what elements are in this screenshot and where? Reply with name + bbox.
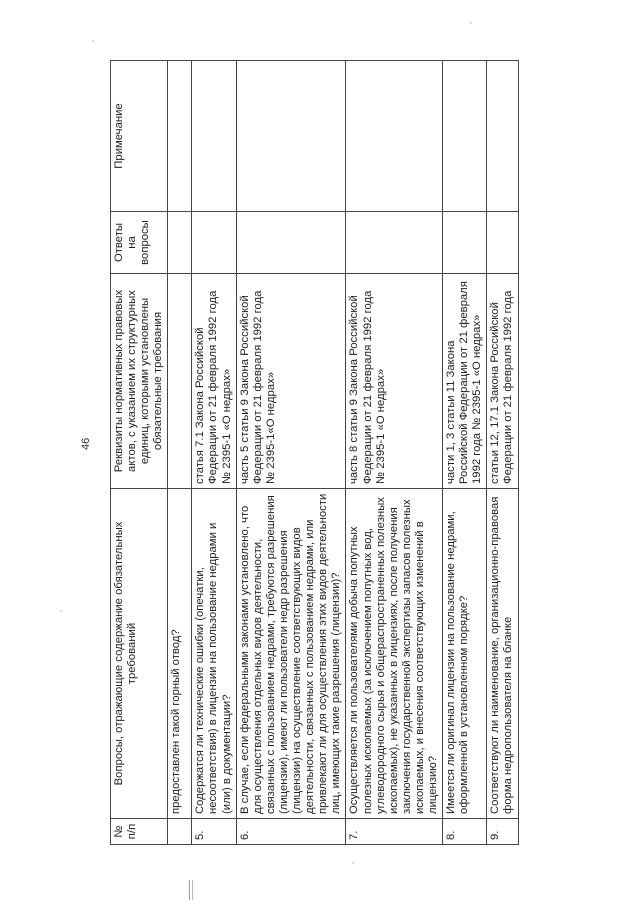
row-question: Имеется ли оригинал лицензии на пользование недрами, оформленной в установленном порядке? — [443, 489, 487, 819]
requirements-table — [110, 60, 519, 845]
row-requisites: статья 7.1 Закона Российской Федерации от 21 февраля 1992 года № 2395-1 «О недрах» — [192, 274, 236, 489]
row-answer — [487, 212, 518, 274]
scan-speck — [60, 610, 62, 612]
table-row — [487, 61, 518, 845]
row-requisites: часть 5 статьи 9 Закона Российской Федерации от 21 февраля 1992 года № 2395-1«О недрах» — [236, 274, 346, 489]
row-requisites: часть 8 статьи 9 Закона Российской Федерации от 21 февраля 1992 года № 2395-1 «О недрах» — [346, 274, 443, 489]
row-note — [346, 61, 443, 212]
table-row — [168, 61, 192, 845]
header-note: Примечание — [111, 61, 168, 212]
row-number: 7. — [346, 819, 443, 845]
table-header-row — [111, 61, 168, 845]
header-question: Вопросы, отражающие содержание обязательных требований — [111, 489, 168, 819]
binder-mark — [189, 880, 193, 900]
row-question: предоставлен такой горный отвод? — [168, 489, 192, 819]
header-answers: Ответы на вопросы — [111, 212, 168, 274]
table-row — [443, 61, 487, 845]
row-note — [192, 61, 236, 212]
row-note — [487, 61, 518, 212]
row-note — [236, 61, 346, 212]
row-question: В случае, если федеральными законами установлено, что для осуществления отдельных видов деятельности, связанных с пользованием недрами, требуются разрешения (лицензии), имеют ли пользователи недр разрешения (лицензии) на осуществление соответствующих видов деятельности, связанных с пользованием недрами, или привлекают ли для осуществления этих видов деятельности лиц, имеющих такие разрешения (лицензии)? — [236, 489, 346, 819]
row-requisites — [168, 274, 192, 489]
row-answer — [168, 212, 192, 274]
row-number — [168, 819, 192, 845]
row-answer — [236, 212, 346, 274]
table-row — [192, 61, 236, 845]
scan-speck — [470, 22, 472, 24]
row-requisites: статьи 12, 17.1 Закона Российской Федерации от 21 февраля 1992 года — [487, 274, 518, 489]
row-number: 8. — [443, 819, 487, 845]
row-question: Осуществляется ли пользователями добыча попутных полезных ископаемых (за исключением попутных вод, углеводородного сырья и общераспространенных полезных ископаемых), не указанных в лицензиях, после получения заключения государственной экспертизы запасов полезных ископаемых, и внесения соответствующих изменений в лицензию? — [346, 489, 443, 819]
row-requisites: части 1, 3 статьи 11 Закона Российской Федерации от 21 февраля 1992 года № 2395-1 «О недрах» — [443, 274, 487, 489]
table-row — [346, 61, 443, 845]
row-number: 5. — [192, 819, 236, 845]
row-number: 9. — [487, 819, 518, 845]
page-number: 46 — [80, 437, 92, 450]
row-question: Содержатся ли технические ошибки (опечатки, несоответствия) в лицензии на пользование недрами и (или) в документации? — [192, 489, 236, 819]
row-answer — [346, 212, 443, 274]
scan-speck — [352, 862, 354, 864]
row-number: 6. — [236, 819, 346, 845]
row-answer — [192, 212, 236, 274]
rotated-document — [110, 60, 610, 845]
row-note — [443, 61, 487, 212]
table-row — [236, 61, 346, 845]
row-question: Соответствуют ли наименование, организационно-правовая форма недропользователя на бланке — [487, 489, 518, 819]
scan-speck — [92, 40, 94, 42]
header-number: № п/п — [111, 819, 168, 845]
header-requisites: Реквизиты нормативных правовых актов, с указанием их структурных единиц, которыми установлены обязательные требования — [111, 274, 168, 489]
row-note — [168, 61, 192, 212]
row-answer — [443, 212, 487, 274]
